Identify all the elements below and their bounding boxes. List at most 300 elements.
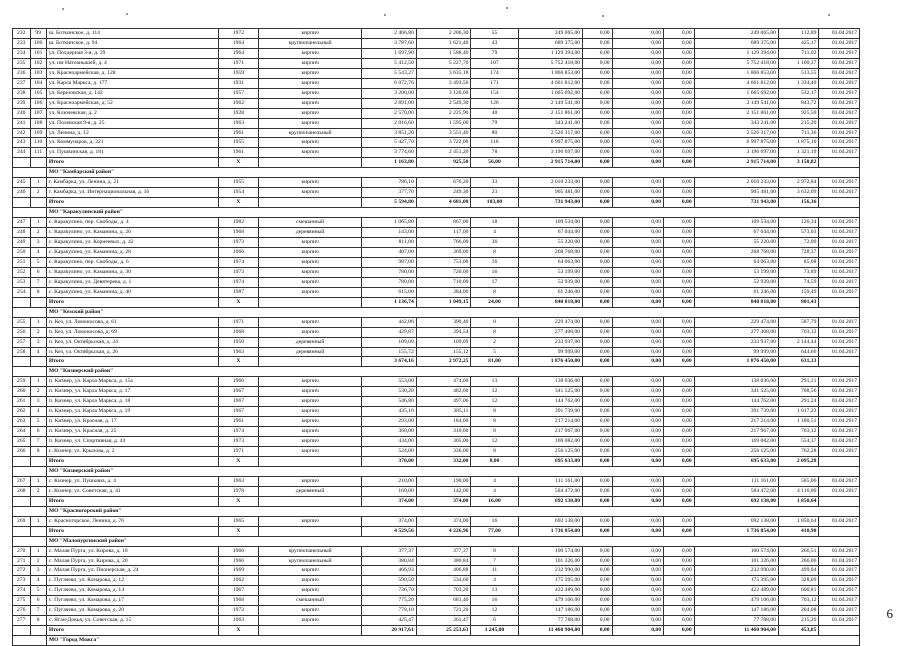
table-cell: 0,00 [583, 427, 613, 437]
table-row [13, 596, 860, 606]
table-cell: 0,00 [583, 556, 613, 566]
table-cell: 434,00 [362, 437, 417, 447]
table-cell: 156,36 [778, 198, 818, 208]
table-cell: 174 [471, 68, 518, 78]
table-cell: 905 481,00 [694, 188, 778, 198]
total-row [13, 357, 860, 367]
table-cell: 0,00 [612, 377, 663, 387]
table-cell: 1966 [218, 556, 258, 566]
table-cell: 73,89 [778, 267, 818, 277]
table-cell: 74,59 [778, 277, 818, 287]
table-cell: с. Красногорское, Ленина, д. 76 [46, 516, 218, 526]
table-cell: 0,00 [612, 417, 663, 427]
table-cell: 01.04.2017 [819, 98, 860, 108]
table-cell: 01.04.2017 [819, 287, 860, 297]
table-cell: 695 633,00 [694, 456, 778, 466]
table-cell: 276 [13, 606, 31, 616]
table-cell: 2 010 233,00 [518, 178, 583, 188]
scan-speck [384, 14, 386, 16]
total-row [13, 198, 860, 208]
table-cell: 1968 [218, 327, 258, 337]
table-cell: 681,40 [416, 596, 471, 606]
table-cell: 843,72 [778, 98, 818, 108]
table-cell: 260 [13, 387, 31, 397]
table-cell: 67 044,00 [518, 228, 583, 238]
table-cell: 12 [471, 387, 518, 397]
table-cell: 689 375,00 [694, 38, 778, 48]
table-cell: п. Кизнер, ул. Красная, д. 17 [46, 417, 218, 427]
table-cell [13, 158, 31, 168]
table-cell: 291,21 [778, 377, 818, 387]
table-cell: 109,09 [416, 337, 471, 347]
table-cell: 215,20 [778, 616, 818, 626]
table-cell: 01.04.2017 [819, 29, 860, 39]
table-cell: 77 788,00 [694, 616, 778, 626]
table-cell: 766,00 [416, 238, 471, 248]
table-body [13, 29, 860, 646]
table-cell: 0,00 [583, 98, 613, 108]
table-cell: 1964 [218, 38, 258, 48]
table-cell: 61 246,00 [518, 287, 583, 297]
table-cell: кирпич [259, 88, 362, 98]
table-cell: 1 [30, 317, 46, 327]
table-cell: 0,00 [583, 387, 613, 397]
table-cell: 40 [471, 108, 518, 118]
table-cell: 0,00 [612, 556, 663, 566]
table-cell: 3 196 697,00 [694, 148, 778, 158]
table-cell: 154 [471, 88, 518, 98]
table-cell: 0,00 [664, 437, 695, 447]
table-cell: 1967 [218, 586, 258, 596]
table-row [13, 48, 860, 58]
table-cell: 142,00 [416, 486, 471, 496]
table-cell: 1974 [218, 427, 258, 437]
table-cell: кирпич [259, 447, 362, 457]
table-cell: 3 150,82 [778, 158, 818, 168]
empty-cell [13, 367, 47, 377]
table-cell: 8 [471, 317, 518, 327]
table-cell: 0,00 [612, 287, 663, 297]
table-cell: 110 [30, 138, 46, 148]
table-cell: 0,00 [583, 526, 613, 536]
table-cell [30, 198, 46, 208]
table-cell: 5 752 418,00 [694, 58, 778, 68]
table-cell: кирпич [259, 576, 362, 586]
table-row [13, 516, 860, 526]
table-cell: 1931 [218, 78, 258, 88]
table-cell: 250 [13, 247, 31, 257]
district-title: МО "Каракулинский район" [46, 208, 859, 218]
table-row [13, 287, 860, 297]
table-cell: 0,00 [664, 267, 695, 277]
table-cell: 0,00 [583, 148, 613, 158]
table-cell: 1966 [218, 247, 258, 257]
table-cell: кирпич [259, 476, 362, 486]
table-cell: 435,16 [362, 407, 417, 417]
table-cell: 394,54 [416, 327, 471, 337]
table-cell: 0,00 [664, 447, 695, 457]
table-cell: кирпич [259, 317, 362, 327]
empty-cell [13, 208, 47, 218]
table-cell: 479 106,00 [694, 596, 778, 606]
table-cell: 262 [13, 407, 31, 417]
table-cell: 380,84 [416, 556, 471, 566]
table-cell: 1971 [218, 447, 258, 457]
table-cell: 370,00 [362, 456, 417, 466]
table-cell: 251 [13, 257, 31, 267]
table-cell: 0,00 [664, 337, 695, 347]
table-cell: ул. Красноармейская, д. 128 [46, 68, 218, 78]
table-cell: 0,00 [612, 188, 663, 198]
table-cell: 81,00 [471, 357, 518, 367]
table-cell: 4 [471, 486, 518, 496]
table-cell [819, 626, 860, 636]
table-cell: с. Кизнер, ул. Советская, д. 41 [46, 486, 218, 496]
table-row [13, 138, 860, 148]
table-cell: кирпич [259, 327, 362, 337]
table-cell: 240 [13, 108, 31, 118]
table-cell: 1 049,15 [416, 297, 471, 307]
table-cell: 2 526 317,00 [694, 128, 778, 138]
table-cell: 0,00 [664, 317, 695, 327]
table-cell: 377,37 [416, 546, 471, 556]
table-cell: 584 472,00 [518, 486, 583, 496]
table-cell: 0,00 [612, 456, 663, 466]
table-cell: 0,00 [583, 287, 613, 297]
table-cell: 0,00 [583, 417, 613, 427]
table-cell: кирпич [259, 616, 362, 626]
table-cell: 1969 [218, 566, 258, 576]
table-cell: 1966 [218, 546, 258, 556]
table-cell: 1961 [218, 148, 258, 158]
table-cell: ул. Ленина, д. 12 [46, 128, 218, 138]
table-row [13, 586, 860, 596]
table-cell: Итого [46, 456, 218, 466]
table-cell: 01.04.2017 [819, 317, 860, 327]
table-cell: п. Кизнер, ул. Карла Маркса, д. 17 [46, 387, 218, 397]
table-cell: 0,00 [664, 486, 695, 496]
table-row [13, 128, 860, 138]
table-cell: 0,00 [612, 437, 663, 447]
table-cell: 8 [471, 427, 518, 437]
table-cell: 01.04.2017 [819, 257, 860, 267]
table-cell: 0,00 [612, 148, 663, 158]
table-cell: смешанный [259, 218, 362, 228]
table-row [13, 427, 860, 437]
table-cell: 109 534,00 [518, 218, 583, 228]
table-row [13, 566, 860, 576]
table-cell: 1982 [218, 218, 258, 228]
table-cell: кирпич [259, 277, 362, 287]
table-cell: 3 [30, 397, 46, 407]
table-cell: 6 [30, 267, 46, 277]
district-title: МО "Камбарский район" [46, 168, 859, 178]
table-cell: 1 736 854,00 [518, 526, 583, 536]
table-cell: 1971 [218, 317, 258, 327]
empty-cell [13, 506, 47, 516]
table-cell: 77,00 [471, 526, 518, 536]
table-cell: 138 036,00 [694, 377, 778, 387]
table-cell: 277 408,00 [518, 327, 583, 337]
table-cell: 1 136,74 [362, 297, 417, 307]
table-cell: 305,00 [416, 437, 471, 447]
table-cell: 01.04.2017 [819, 108, 860, 118]
table-cell: 233 937,00 [518, 337, 583, 347]
table-cell: 369,00 [416, 247, 471, 257]
table-cell: ул. Полевская 9-я, д. 25 [46, 118, 218, 128]
table-cell: 233 [13, 38, 31, 48]
table-cell: 442,06 [362, 317, 417, 327]
table-cell: 0,00 [612, 596, 663, 606]
table-cell: 254 [13, 287, 31, 297]
table-cell: 1962 [218, 576, 258, 586]
table-cell: 2 972,84 [778, 178, 818, 188]
table-cell: 2 891,00 [362, 98, 417, 108]
table-cell: 708,56 [778, 387, 818, 397]
table-cell: 01.04.2017 [819, 397, 860, 407]
table-cell: 0,00 [583, 496, 613, 506]
table-cell: деревянный [259, 347, 362, 357]
table-cell: 7 [30, 277, 46, 287]
total-row [13, 526, 860, 536]
table-cell: 8 [471, 447, 518, 457]
table-cell: 0,00 [583, 108, 613, 118]
table-cell: 01.04.2017 [819, 417, 860, 427]
table-cell: 13 [471, 377, 518, 387]
table-cell: 2 526 317,00 [518, 128, 583, 138]
table-cell: 0,00 [612, 566, 663, 576]
table-cell: 4 226,96 [416, 526, 471, 536]
table-cell: 0,00 [664, 228, 695, 238]
table-cell: 171 [471, 78, 518, 88]
table-cell: 67 044,00 [694, 228, 778, 238]
table-cell: 116 [471, 138, 518, 148]
table-row [13, 616, 860, 626]
table-cell: 1 100,37 [778, 58, 818, 68]
table-cell: 0,00 [583, 377, 613, 387]
table-cell: 2 [471, 337, 518, 347]
table-cell: 689 375,00 [518, 38, 583, 48]
table-cell: 380,84 [362, 556, 417, 566]
table-cell: с. Каракулино, ул. Каманина, д. 40 [46, 287, 218, 297]
table-row [13, 387, 860, 397]
table-cell: 229 474,00 [694, 317, 778, 327]
district-header-row [13, 536, 860, 546]
table-cell: 8 [471, 327, 518, 337]
table-row [13, 606, 860, 616]
table-cell: 61 246,00 [694, 287, 778, 297]
table-cell: 235 [13, 58, 31, 68]
table-cell: X [218, 526, 258, 536]
table-cell: 249 065,00 [518, 29, 583, 39]
table-cell: 0,00 [612, 247, 663, 257]
table-cell: 0,00 [664, 128, 695, 138]
table-cell: 01.04.2017 [819, 58, 860, 68]
table-cell: 101 326,00 [694, 556, 778, 566]
table-cell: с. Яган-Докья, ул. Советская, д. 15 [46, 616, 218, 626]
table-cell: 2 149 541,00 [518, 98, 583, 108]
table-cell: 5 427,70 [362, 138, 417, 148]
table-cell: 0,00 [664, 417, 695, 427]
table-cell: 232 990,00 [518, 566, 583, 576]
table-cell: 0,00 [612, 546, 663, 556]
table-cell: 0,00 [612, 108, 663, 118]
table-cell: 310,00 [416, 427, 471, 437]
empty-cell [13, 636, 47, 646]
table-cell: 143,00 [362, 228, 417, 238]
table-cell: 268 768,00 [694, 247, 778, 257]
table-cell: 01.04.2017 [819, 606, 860, 616]
table-cell: 0,00 [612, 277, 663, 287]
table-cell: 0,00 [583, 88, 613, 98]
table-cell [259, 626, 362, 636]
table-cell: 5 [471, 347, 518, 357]
district-header-row [13, 307, 860, 317]
table-cell: 101 [30, 48, 46, 58]
table-row [13, 247, 860, 257]
table-cell: ул. Карла Маркса, д. 177 [46, 78, 218, 88]
table-row [13, 377, 860, 387]
table-cell: 332,00 [416, 456, 471, 466]
table-cell [13, 496, 31, 506]
table-cell: 01.04.2017 [819, 616, 860, 626]
table-row [13, 88, 860, 98]
table-cell: 343 241,00 [518, 118, 583, 128]
table-cell: X [218, 357, 258, 367]
table-cell: 1963 [218, 347, 258, 357]
table-cell: 406,88 [416, 566, 471, 576]
table-cell: 8 [30, 616, 46, 626]
table-cell: 1961 [218, 417, 258, 427]
table-cell: 0,00 [583, 586, 613, 596]
table-cell: 676,20 [416, 178, 471, 188]
table-cell: 100 574,00 [518, 546, 583, 556]
scan-speck [62, 8, 64, 10]
table-cell: 711,02 [778, 48, 818, 58]
table-row [13, 108, 860, 118]
table-cell: 210,00 [362, 476, 417, 486]
table-cell: деревянный [259, 337, 362, 347]
table-cell: 4 [471, 476, 518, 486]
table-cell: 0,00 [583, 576, 613, 586]
table-cell: 117,00 [416, 228, 471, 238]
table-cell: 2 915 714,00 [694, 158, 778, 168]
table-cell: 5 412,50 [362, 58, 417, 68]
table-cell: 374,00 [416, 496, 471, 506]
table-cell: 1 665 692,00 [518, 88, 583, 98]
district-title: МО "Малопургинский район" [46, 536, 859, 546]
table-cell: 109 [30, 128, 46, 138]
table-cell: кирпич [259, 178, 362, 188]
table-cell: 01.04.2017 [819, 347, 860, 357]
table-cell: 778,10 [362, 606, 417, 616]
table-cell: 905 481,00 [518, 188, 583, 198]
table-cell: 184,00 [416, 417, 471, 427]
scan-speck [828, 14, 830, 16]
table-cell: кирпич [259, 377, 362, 387]
table-cell: 11 460 904,00 [518, 626, 583, 636]
table-cell: 11 [471, 566, 518, 576]
table-cell: 244 [13, 148, 31, 158]
table-cell: 8 [30, 447, 46, 457]
table-cell: 1974 [218, 277, 258, 287]
table-cell: 266 [13, 447, 31, 457]
table-cell: 720,00 [416, 267, 471, 277]
table-cell: 1963 [218, 118, 258, 128]
table-cell: 01.04.2017 [819, 247, 860, 257]
table-row [13, 397, 860, 407]
table-cell: 0,00 [612, 327, 663, 337]
table-cell: смешанный [259, 596, 362, 606]
table-cell: 147 186,00 [694, 606, 778, 616]
table-cell: 25 253,63 [416, 626, 471, 636]
table-cell: 5 543,27 [362, 68, 417, 78]
table-cell: 407,00 [362, 247, 417, 257]
table-cell: с. Малая Пурга, ул. Кирова, д. 20 [46, 556, 218, 566]
table-cell: 1967 [218, 387, 258, 397]
table-cell: 710,00 [416, 277, 471, 287]
table-cell: с. Пугачево, ул. Комарова, д. 20 [46, 606, 218, 616]
table-cell: 585,06 [778, 476, 818, 486]
table-row [13, 447, 860, 457]
table-cell: 573,03 [778, 228, 818, 238]
table-cell: 0,00 [612, 397, 663, 407]
table-cell: с. Каракулино, ул. Девятерева, д. 1 [46, 277, 218, 287]
table-cell: кирпич [259, 437, 362, 447]
table-cell: 728,37 [778, 247, 818, 257]
table-cell: 1 [30, 218, 46, 228]
table-cell: 258 [13, 347, 31, 357]
table-cell: п. Кизнер, ул. Красная, д. 25 [46, 427, 218, 437]
table-cell: 1 595,00 [416, 118, 471, 128]
table-cell [259, 456, 362, 466]
table-cell: 17 [471, 277, 518, 287]
table-cell: 239 [13, 98, 31, 108]
table-cell: 721,20 [416, 606, 471, 616]
table-cell [819, 526, 860, 536]
table-cell: 20 917,61 [362, 626, 417, 636]
table-cell: 252 [13, 267, 31, 277]
table-cell: 422 489,00 [694, 586, 778, 596]
table-cell: 3 [30, 337, 46, 347]
table-cell: 703,20 [416, 586, 471, 596]
table-cell: 2 570,00 [362, 108, 417, 118]
table-cell: ул. Полдерная 3-я, д. 29 [46, 48, 218, 58]
table-cell: 2 549,30 [416, 98, 471, 108]
table-cell: крупнопанельный [259, 38, 362, 48]
table-cell: 2 [30, 327, 46, 337]
table-row [13, 228, 860, 238]
table-cell: 0,00 [583, 277, 613, 287]
table-cell: 291,24 [778, 397, 818, 407]
table-cell: 391 739,00 [694, 407, 778, 417]
table-cell: 01.04.2017 [819, 566, 860, 576]
table-cell: 103,00 [471, 198, 518, 208]
table-cell: 987,00 [362, 257, 417, 267]
table-cell: 217 967,00 [694, 427, 778, 437]
table-cell: с. Пугачево, ул. Комарова, д. 17 [46, 596, 218, 606]
table-cell: кирпич [259, 606, 362, 616]
table-cell: 0,00 [664, 566, 695, 576]
table-cell: 107 [30, 108, 46, 118]
district-header-row [13, 506, 860, 516]
table-cell: 692 138,00 [518, 516, 583, 526]
table-cell: п. Кез, ул. Ломоносова, д. 69 [46, 327, 218, 337]
table-cell: 0,00 [664, 138, 695, 148]
table-cell: 1974 [218, 257, 258, 267]
table-cell: 0,00 [664, 287, 695, 297]
table-cell: с. Пугачево, ул. Комарова, д. 12 [46, 576, 218, 586]
